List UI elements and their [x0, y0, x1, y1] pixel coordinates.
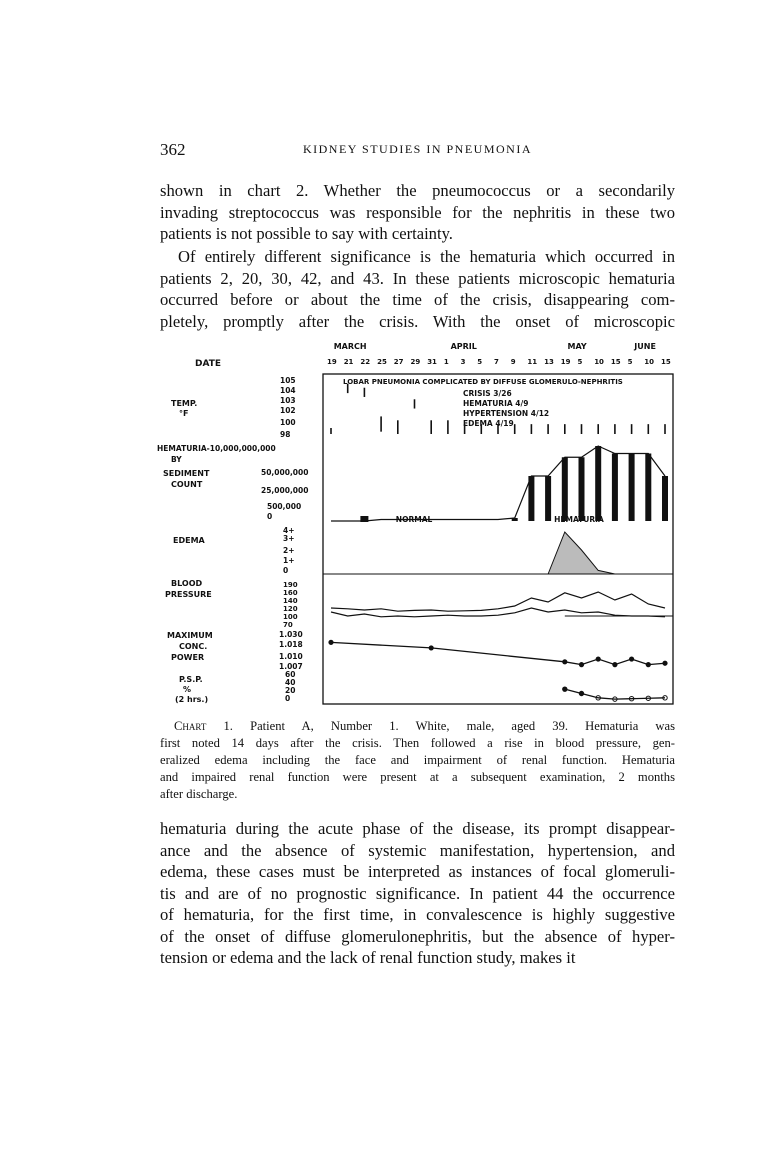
paragraph-1	[160, 180, 675, 245]
bp-tick: 70	[283, 621, 293, 629]
clinical-chart	[155, 338, 680, 713]
hematuria-bar	[562, 457, 568, 521]
bp-tick: 160	[283, 589, 298, 597]
row-label-bp: BLOOD	[171, 579, 203, 588]
paragraph-3	[160, 818, 675, 969]
text-line: occurred before or about the time of the crisis, disappearing com-	[160, 290, 675, 309]
psp-tick: 60	[285, 670, 296, 679]
temp-tick: 98	[280, 430, 291, 439]
text-line: tis and are of no prognostic significance. In patient 44 the occurrence	[160, 883, 675, 903]
month-label: MARCH	[333, 342, 367, 351]
row-label-power: POWER	[171, 653, 205, 662]
row-label-temp: TEMP.	[171, 399, 198, 408]
text-line: shown in chart 2. Whether the pneumococcus or a secondarily	[160, 181, 675, 200]
date-tick: 22	[360, 358, 371, 366]
month-label: MAY	[567, 342, 587, 351]
conc-tick: 1.010	[279, 652, 303, 661]
label-normal: NORMAL	[395, 515, 433, 524]
caption-lead: Chart 1.	[174, 719, 233, 733]
bp-tick: 140	[283, 597, 298, 605]
date-tick: 10	[644, 358, 655, 366]
bp-tick: 120	[283, 605, 298, 613]
caption-line: after discharge.	[160, 787, 238, 801]
hematuria-tick: 50,000,000	[261, 468, 309, 477]
date-tick: 27	[393, 358, 404, 366]
annotation-event: HYPERTENSION 4/12	[463, 409, 550, 418]
caption-line: first noted 14 days after the crisis. Then followed a rise in blood pressure, gen-	[160, 736, 675, 750]
hematuria-bar	[612, 454, 618, 522]
text-line: tension or edema and the lack of renal function study, makes it	[160, 948, 576, 967]
edema-tick: 2+	[283, 546, 295, 555]
temp-tick: 103	[280, 396, 296, 405]
psp-tick: 0	[285, 694, 291, 703]
text-line: pletely, promptly after the crisis. With the onset of microscopic	[160, 311, 675, 331]
caption-line: and impaired renal function were present at a subsequent examination, 2 months	[160, 770, 675, 784]
hematuria-tick: 0	[267, 512, 273, 521]
annotation-event: CRISIS 3/26	[463, 389, 512, 398]
temp-tick: 104	[280, 386, 296, 395]
conc-line	[331, 642, 665, 664]
date-tick: 25	[377, 358, 387, 366]
edema-tick: 1+	[283, 556, 295, 565]
row-label-psp: P.S.P.	[179, 675, 203, 684]
date-tick: 9	[510, 358, 516, 366]
date-tick: 10	[594, 358, 604, 366]
text-line: of the onset of diffuse glomerulonephritis, but the absence of hyper-	[160, 926, 675, 946]
text-line: patients 2, 20, 30, 42, and 43. In these patients microscopic hematuria	[160, 268, 675, 288]
month-label: APRIL	[450, 342, 477, 351]
date-tick: 31	[427, 358, 437, 366]
row-label-temp-unit: °F	[179, 409, 189, 418]
bp-tick: 190	[283, 581, 298, 589]
hematuria-bar	[579, 457, 585, 521]
paragraph-2	[160, 246, 675, 332]
text-line: ance and the absence of systemic manifestation, hypertension, and	[160, 840, 675, 860]
month-label: JUNE	[634, 342, 656, 351]
text-line: of hematuria, for the first time, in convalescence is highly suggestive	[160, 905, 675, 924]
temp-tick: 105	[280, 376, 296, 385]
temp-tick: 102	[280, 406, 296, 415]
temp-tick: 100	[280, 418, 296, 427]
row-label-percent: %	[183, 685, 192, 694]
bp-systolic-line	[331, 592, 665, 611]
hematuria-bar	[512, 518, 518, 521]
page-number: 362	[160, 140, 186, 159]
normal-marker	[360, 516, 368, 522]
row-label-hematuria: HEMATURIA-10,000,000,000	[157, 444, 276, 453]
row-label-pressure: PRESSURE	[165, 590, 212, 599]
caption-line: eralized edema including the face and impairment of renal function. Hematuria	[160, 753, 675, 767]
hematuria-tick: 25,000,000	[261, 486, 309, 495]
date-tick: 29	[410, 358, 421, 366]
date-tick: 5	[577, 358, 583, 366]
date-tick: 1	[443, 358, 449, 366]
date-tick: 11	[527, 358, 538, 366]
psp-tick: 40	[285, 678, 296, 687]
page-header	[160, 140, 675, 162]
row-label-sediment: SEDIMENT	[163, 469, 210, 478]
edema-tick: 0	[283, 566, 289, 575]
date-tick: 19	[327, 358, 337, 366]
row-label-date: DATE	[195, 359, 222, 369]
row-label-maximum: MAXIMUM	[167, 631, 213, 640]
annotation-title: LOBAR PNEUMONIA COMPLICATED BY DIFFUSE GLOMERULO-NEPHRITIS	[343, 378, 623, 386]
date-tick: 13	[544, 358, 554, 366]
conc-tick: 1.007	[279, 662, 303, 671]
date-tick: 7	[494, 358, 499, 366]
hematuria-bar	[645, 454, 651, 522]
text-line: Of entirely different significance is the hematuria which occurred in	[178, 247, 675, 266]
row-label-count: COUNT	[171, 480, 203, 489]
psp-tick: 20	[285, 686, 296, 695]
chart-caption	[160, 718, 675, 803]
text-line: edema, these cases must be interpreted as instances of focal glomeruli-	[160, 862, 675, 881]
hematuria-bar	[629, 454, 635, 522]
text-line: hematuria during the acute phase of the disease, its prompt disappear-	[160, 819, 675, 838]
edema-tick: 3+	[283, 534, 295, 543]
date-tick: 3	[460, 358, 466, 366]
date-tick: 15	[661, 358, 671, 366]
annotation-event: EDEMA 4/19	[463, 419, 514, 428]
hematuria-bar	[662, 476, 668, 521]
row-label-edema: EDEMA	[173, 536, 205, 545]
date-tick: 15	[610, 358, 621, 366]
text-line: invading streptococcus was responsible for the nephritis in these two	[160, 202, 675, 222]
running-title: KIDNEY STUDIES IN PNEUMONIA	[302, 142, 533, 156]
caption-text: Patient A, Number 1. White, male, aged 39. Hematuria was	[250, 719, 676, 733]
date-tick: 5	[627, 358, 633, 366]
conc-tick: 1.030	[279, 630, 303, 639]
date-tick: 21	[343, 358, 354, 366]
hematuria-bar	[545, 476, 551, 521]
annotation-event: HEMATURIA 4/9	[463, 399, 529, 408]
row-label-conc: CONC.	[179, 642, 208, 651]
hematuria-bar	[595, 446, 601, 521]
row-label-by: BY	[171, 455, 182, 464]
text-line: patients is not possible to say with certainty.	[160, 224, 453, 243]
label-hematuria: HEMATURIA	[554, 515, 604, 524]
date-tick: 19	[560, 358, 571, 366]
edema-tick: 4+	[283, 526, 295, 535]
edema-area	[548, 532, 615, 574]
row-label-hours: (2 hrs.)	[175, 695, 209, 704]
date-tick: 5	[477, 358, 483, 366]
hematuria-tick: 500,000	[267, 502, 302, 511]
bp-tick: 100	[283, 613, 298, 621]
conc-tick: 1.018	[279, 640, 303, 649]
hematuria-bar	[528, 476, 534, 521]
caption-line	[160, 718, 675, 735]
